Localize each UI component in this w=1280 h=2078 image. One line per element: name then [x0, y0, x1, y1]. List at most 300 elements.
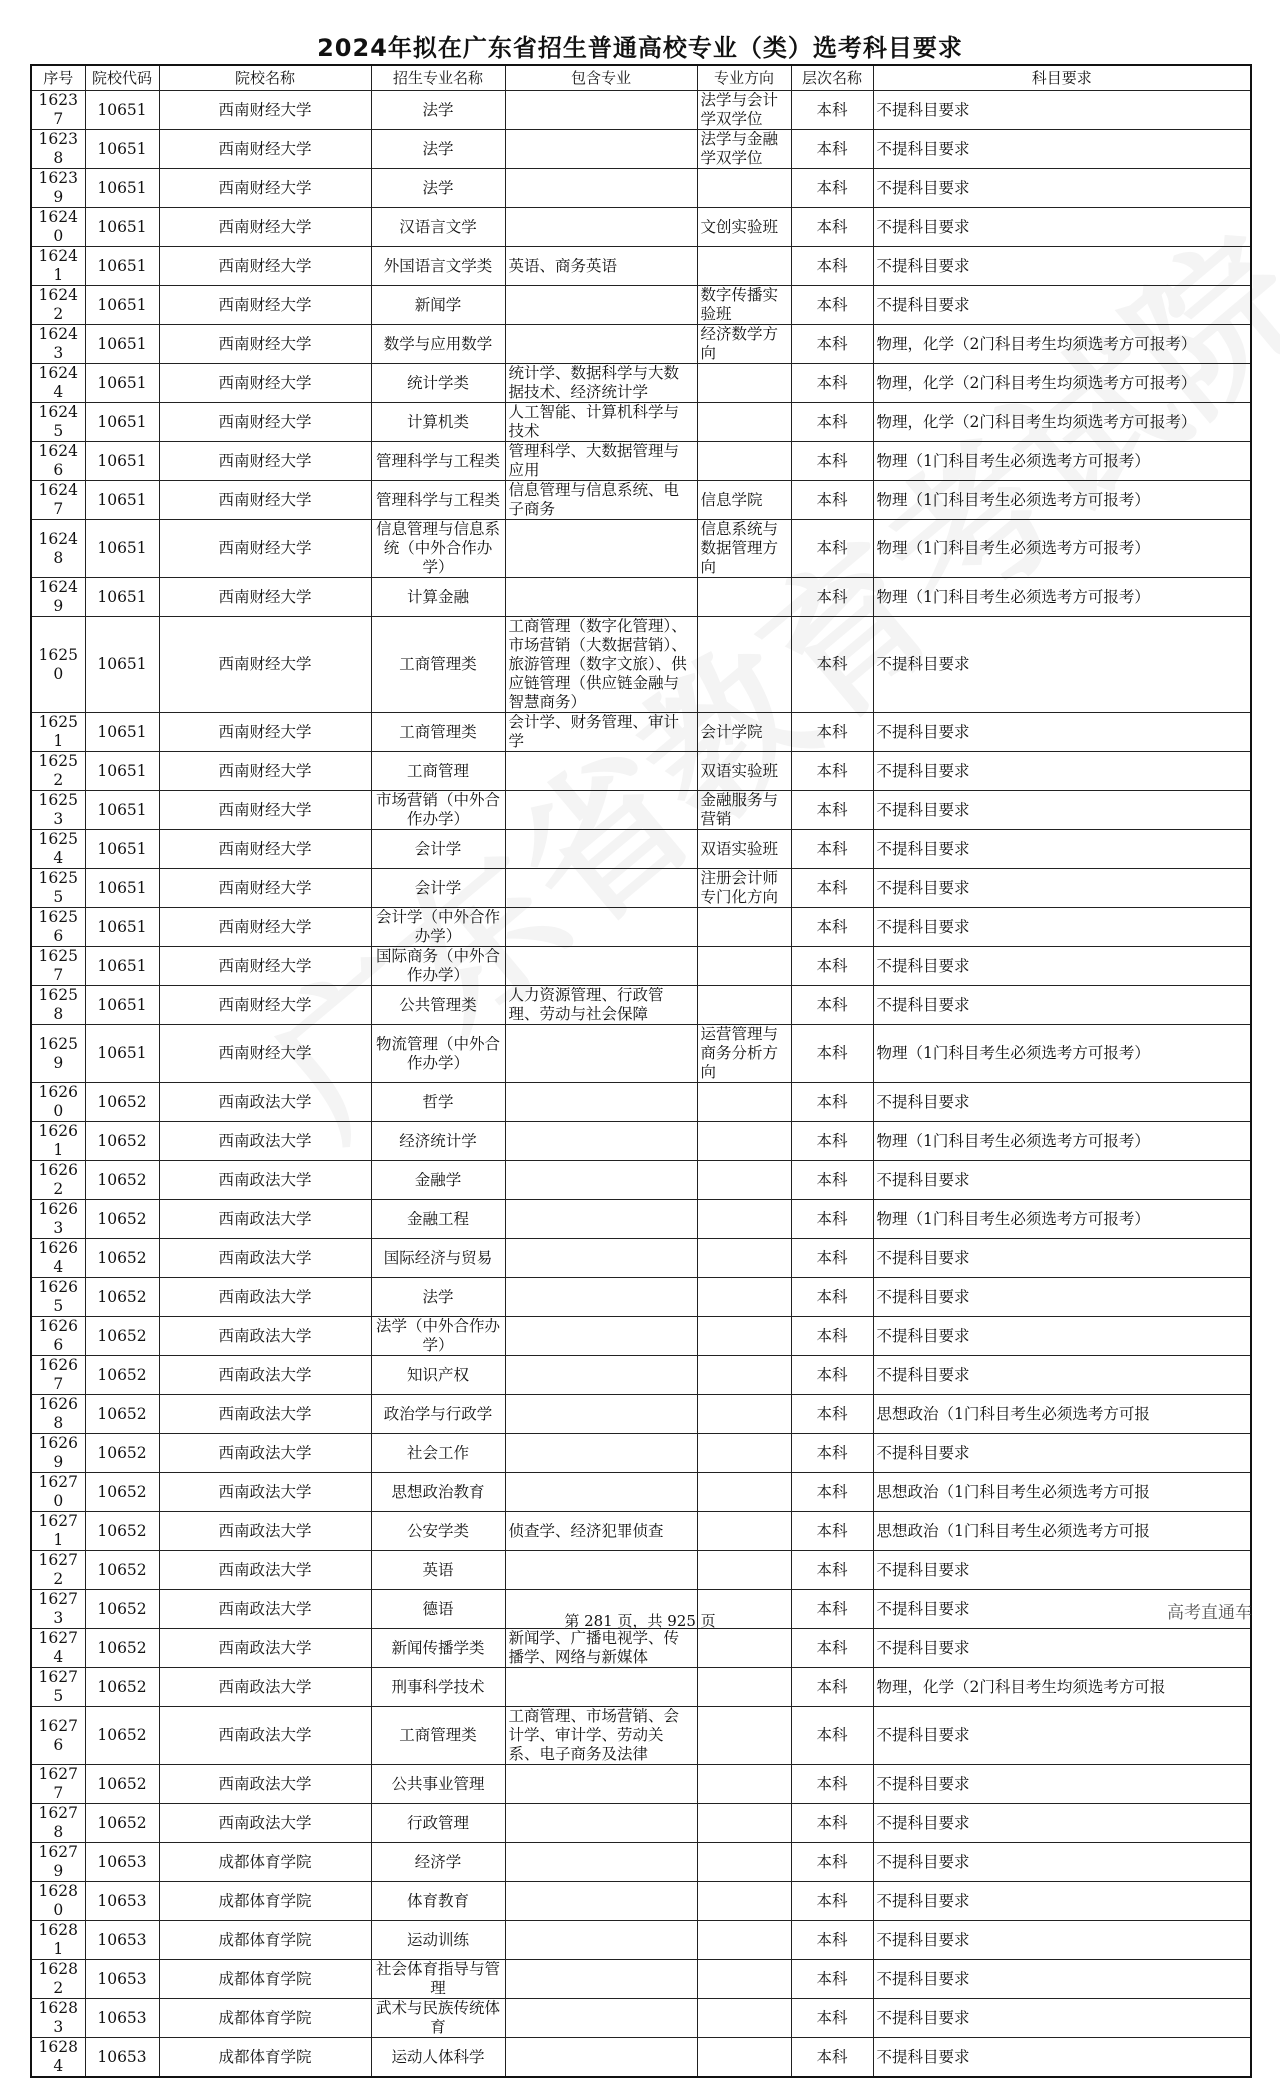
table-cell: 16281: [31, 1921, 85, 1960]
table-cell: 西南财经大学: [159, 869, 371, 908]
table-row: [31, 1200, 1251, 1239]
table-cell: 10651: [85, 403, 159, 442]
table-cell: 行政管理: [371, 1804, 505, 1843]
table-row: [31, 2038, 1251, 2078]
table-cell: [697, 2038, 791, 2078]
table-cell: 西南政法大学: [159, 1317, 371, 1356]
table-cell: 16253: [31, 791, 85, 830]
header-cell: 院校代码: [85, 65, 159, 91]
table-cell: 16251: [31, 713, 85, 752]
table-cell: [697, 1434, 791, 1473]
table-cell: 10651: [85, 752, 159, 791]
table-cell: 16266: [31, 1317, 85, 1356]
table-cell: 法学: [371, 91, 505, 130]
page-title: 2024年拟在广东省招生普通高校专业（类）选考科目要求: [317, 34, 963, 62]
table-cell: 西南政法大学: [159, 1473, 371, 1512]
table-cell: [505, 947, 697, 986]
table-cell: 本科: [791, 325, 873, 364]
table-cell: 外国语言文学类: [371, 247, 505, 286]
table-cell: 10651: [85, 364, 159, 403]
table-cell: 16250: [31, 617, 85, 713]
table-cell: 10653: [85, 1882, 159, 1921]
table-cell: [505, 752, 697, 791]
table-cell: 本科: [791, 1765, 873, 1804]
table-cell: 工商管理、市场营销、会计学、审计学、劳动关系、电子商务及法律: [505, 1707, 697, 1765]
table-cell: 本科: [791, 442, 873, 481]
table-cell: [505, 869, 697, 908]
table-row: [31, 869, 1251, 908]
table-cell: 西南财经大学: [159, 908, 371, 947]
table-row: [31, 908, 1251, 947]
table-cell: [697, 986, 791, 1025]
table-cell: 西南财经大学: [159, 208, 371, 247]
table-cell: 10651: [85, 986, 159, 1025]
table-cell: 10652: [85, 1395, 159, 1434]
table-cell: 西南财经大学: [159, 752, 371, 791]
table-cell: 16248: [31, 520, 85, 578]
table-cell: 成都体育学院: [159, 1999, 371, 2038]
table-cell: 不提科目要求: [873, 1278, 1251, 1317]
table-cell: 本科: [791, 403, 873, 442]
table-cell: 16277: [31, 1765, 85, 1804]
table-row: [31, 947, 1251, 986]
table-cell: 本科: [791, 130, 873, 169]
table-cell: 16243: [31, 325, 85, 364]
table-cell: 信息学院: [697, 481, 791, 520]
table-cell: 本科: [791, 91, 873, 130]
table-cell: 10651: [85, 908, 159, 947]
table-cell: 物理，化学（2门科目考生均须选考方可报: [873, 1668, 1251, 1707]
table-cell: 不提科目要求: [873, 1629, 1251, 1668]
table-cell: 10651: [85, 947, 159, 986]
header-cell: 院校名称: [159, 65, 371, 91]
table-cell: 16276: [31, 1707, 85, 1765]
table-cell: 西南政法大学: [159, 1765, 371, 1804]
table-cell: [697, 403, 791, 442]
table-row: [31, 1434, 1251, 1473]
table-cell: 10652: [85, 1629, 159, 1668]
table-cell: [697, 947, 791, 986]
table-cell: 成都体育学院: [159, 1882, 371, 1921]
table-cell: 不提科目要求: [873, 169, 1251, 208]
table-cell: 物理，化学（2门科目考生均须选考方可报考）: [873, 364, 1251, 403]
table-cell: 信息管理与信息系统（中外合作办学）: [371, 520, 505, 578]
table-cell: 16274: [31, 1629, 85, 1668]
table-cell: [505, 1278, 697, 1317]
table-cell: 本科: [791, 247, 873, 286]
table-cell: 16260: [31, 1083, 85, 1122]
table-cell: [697, 1161, 791, 1200]
table-cell: 西南财经大学: [159, 91, 371, 130]
table-cell: 10652: [85, 1707, 159, 1765]
table-cell: 16246: [31, 442, 85, 481]
table-cell: 不提科目要求: [873, 1707, 1251, 1765]
table-cell: 本科: [791, 752, 873, 791]
table-cell: 西南财经大学: [159, 520, 371, 578]
table-cell: 16275: [31, 1668, 85, 1707]
table-cell: 运动训练: [371, 1921, 505, 1960]
table-cell: 不提科目要求: [873, 713, 1251, 752]
table-cell: 10651: [85, 1025, 159, 1083]
table-cell: [697, 247, 791, 286]
table-row: [31, 1356, 1251, 1395]
table-cell: 不提科目要求: [873, 908, 1251, 947]
table-cell: [697, 1843, 791, 1882]
table-cell: 本科: [791, 791, 873, 830]
table-cell: 16261: [31, 1122, 85, 1161]
table-cell: [697, 1395, 791, 1434]
table-cell: 本科: [791, 869, 873, 908]
table-cell: 10651: [85, 325, 159, 364]
table-cell: 西南财经大学: [159, 578, 371, 617]
table-cell: 物理，化学（2门科目考生均须选考方可报考）: [873, 403, 1251, 442]
table-cell: 16256: [31, 908, 85, 947]
table-cell: 西南财经大学: [159, 830, 371, 869]
table-cell: 成都体育学院: [159, 1843, 371, 1882]
table-cell: 公安学类: [371, 1512, 505, 1551]
table-cell: 西南财经大学: [159, 791, 371, 830]
table-cell: 10652: [85, 1512, 159, 1551]
table-cell: [505, 1356, 697, 1395]
table-row: [31, 403, 1251, 442]
table-cell: 10653: [85, 2038, 159, 2078]
table-cell: [505, 1083, 697, 1122]
brand-logo-text: 高考直通车: [1167, 1603, 1252, 1623]
table-row: [31, 1921, 1251, 1960]
table-cell: 西南财经大学: [159, 169, 371, 208]
table-cell: [505, 208, 697, 247]
table-cell: 10653: [85, 1960, 159, 1999]
table-cell: 法学（中外合作办学）: [371, 1317, 505, 1356]
page-footer: 第 281 页，共 925 页: [564, 1612, 716, 1630]
table-cell: 金融服务与营销: [697, 791, 791, 830]
table-cell: 10651: [85, 130, 159, 169]
table-cell: 本科: [791, 986, 873, 1025]
table-cell: 德语: [371, 1590, 505, 1629]
table-cell: 本科: [791, 1083, 873, 1122]
table-cell: 工商管理（数字化管理）、市场营销（大数据营销）、旅游管理（数字文旅）、供应链管理（供应链金融与智慧商务）: [505, 617, 697, 713]
table-cell: 10651: [85, 481, 159, 520]
table-row: [31, 830, 1251, 869]
table-cell: 汉语言文学: [371, 208, 505, 247]
table-cell: 本科: [791, 1882, 873, 1921]
table-cell: 物理，化学（2门科目考生均须选考方可报考）: [873, 325, 1251, 364]
table-cell: 西南财经大学: [159, 1025, 371, 1083]
table-cell: 不提科目要求: [873, 617, 1251, 713]
table-cell: 经济学: [371, 1843, 505, 1882]
table-cell: 西南财经大学: [159, 986, 371, 1025]
table-cell: 法学: [371, 169, 505, 208]
table-cell: 16279: [31, 1843, 85, 1882]
table-row: [31, 325, 1251, 364]
table-cell: 本科: [791, 1161, 873, 1200]
table-row: [31, 1551, 1251, 1590]
table-cell: [697, 1960, 791, 1999]
table-cell: [505, 1434, 697, 1473]
table-cell: 16265: [31, 1278, 85, 1317]
table-cell: [505, 1317, 697, 1356]
table-cell: 社会工作: [371, 1434, 505, 1473]
table-cell: [505, 1999, 697, 2038]
table-cell: 成都体育学院: [159, 1921, 371, 1960]
table-cell: [697, 169, 791, 208]
table-row: [31, 91, 1251, 130]
table-cell: 市场营销（中外合作办学）: [371, 791, 505, 830]
table-cell: 本科: [791, 1921, 873, 1960]
table-cell: 不提科目要求: [873, 1317, 1251, 1356]
table-cell: 人工智能、计算机科学与技术: [505, 403, 697, 442]
table-cell: 西南政法大学: [159, 1161, 371, 1200]
table-cell: 西南财经大学: [159, 247, 371, 286]
table-cell: 不提科目要求: [873, 791, 1251, 830]
table-cell: 本科: [791, 617, 873, 713]
table-cell: 会计学、财务管理、审计学: [505, 713, 697, 752]
table-row: [31, 1999, 1251, 2038]
table-cell: 侦查学、经济犯罪侦查: [505, 1512, 697, 1551]
table-cell: 不提科目要求: [873, 1882, 1251, 1921]
table-cell: 不提科目要求: [873, 830, 1251, 869]
table-row: [31, 986, 1251, 1025]
table-cell: 16245: [31, 403, 85, 442]
table-cell: 16244: [31, 364, 85, 403]
table-cell: 西南政法大学: [159, 1200, 371, 1239]
table-cell: 本科: [791, 1122, 873, 1161]
table-cell: 成都体育学院: [159, 2038, 371, 2078]
table-cell: 10651: [85, 869, 159, 908]
table-cell: 10652: [85, 1356, 159, 1395]
table-cell: 西南财经大学: [159, 481, 371, 520]
table-cell: 16257: [31, 947, 85, 986]
table-cell: [505, 1960, 697, 1999]
table-cell: 本科: [791, 1473, 873, 1512]
table-cell: 10651: [85, 247, 159, 286]
table-cell: [697, 1512, 791, 1551]
table-cell: 法学与会计学双学位: [697, 91, 791, 130]
table-cell: 公共管理类: [371, 986, 505, 1025]
table-body: [31, 91, 1251, 2078]
table-cell: 西南政法大学: [159, 1668, 371, 1707]
table-row: [31, 1083, 1251, 1122]
table-cell: 本科: [791, 713, 873, 752]
table-cell: 工商管理: [371, 752, 505, 791]
table-cell: 16258: [31, 986, 85, 1025]
table-cell: 物流管理（中外合作办学）: [371, 1025, 505, 1083]
table-cell: 运动人体科学: [371, 2038, 505, 2078]
table-cell: 10653: [85, 1921, 159, 1960]
table-cell: 不提科目要求: [873, 208, 1251, 247]
table-cell: 不提科目要求: [873, 1083, 1251, 1122]
table-cell: 10651: [85, 830, 159, 869]
table-cell: 16255: [31, 869, 85, 908]
table-cell: 本科: [791, 1239, 873, 1278]
table-cell: 不提科目要求: [873, 752, 1251, 791]
table-cell: 不提科目要求: [873, 1999, 1251, 2038]
table-row: [31, 1025, 1251, 1083]
table-cell: 10652: [85, 1122, 159, 1161]
table-cell: [697, 1239, 791, 1278]
table-cell: 思想政治（1门科目考生必须选考方可报: [873, 1473, 1251, 1512]
table-cell: 西南政法大学: [159, 1278, 371, 1317]
table-cell: 本科: [791, 208, 873, 247]
table-cell: 本科: [791, 578, 873, 617]
table-cell: 西南政法大学: [159, 1590, 371, 1629]
table-cell: 西南财经大学: [159, 286, 371, 325]
table-cell: 本科: [791, 364, 873, 403]
table-cell: [505, 520, 697, 578]
table-cell: 16262: [31, 1161, 85, 1200]
table-cell: 新闻传播学类: [371, 1629, 505, 1668]
header-cell: 层次名称: [791, 65, 873, 91]
table-row: [31, 713, 1251, 752]
table-cell: 10652: [85, 1083, 159, 1122]
table-cell: 思想政治（1门科目考生必须选考方可报: [873, 1512, 1251, 1551]
table-cell: 西南财经大学: [159, 325, 371, 364]
table-cell: 不提科目要求: [873, 286, 1251, 325]
table-cell: 金融学: [371, 1161, 505, 1200]
table-cell: [505, 1239, 697, 1278]
table-cell: 不提科目要求: [873, 869, 1251, 908]
table-cell: [697, 578, 791, 617]
table-cell: 10652: [85, 1765, 159, 1804]
table-cell: [697, 1999, 791, 2038]
table-cell: [697, 1707, 791, 1765]
table-cell: 体育教育: [371, 1882, 505, 1921]
table-cell: 本科: [791, 830, 873, 869]
table-cell: [505, 169, 697, 208]
table-cell: 武术与民族传统体育: [371, 1999, 505, 2038]
table-cell: 本科: [791, 520, 873, 578]
table-cell: 16239: [31, 169, 85, 208]
table-cell: 物理（1门科目考生必须选考方可报考）: [873, 520, 1251, 578]
table-cell: 管理科学与工程类: [371, 442, 505, 481]
table-cell: 金融工程: [371, 1200, 505, 1239]
table-row: [31, 752, 1251, 791]
table-row: [31, 1668, 1251, 1707]
table-row: [31, 1960, 1251, 1999]
table-row: [31, 1278, 1251, 1317]
table-cell: 计算金融: [371, 578, 505, 617]
table-cell: [697, 1473, 791, 1512]
table-cell: 数学与应用数学: [371, 325, 505, 364]
table-cell: 16270: [31, 1473, 85, 1512]
table-cell: 不提科目要求: [873, 1765, 1251, 1804]
table-cell: 本科: [791, 908, 873, 947]
table-cell: 10652: [85, 1551, 159, 1590]
table-cell: 西南财经大学: [159, 442, 371, 481]
table-cell: 本科: [791, 1999, 873, 2038]
table-cell: 新闻学、广播电视学、传播学、网络与新媒体: [505, 1629, 697, 1668]
table-cell: 不提科目要求: [873, 91, 1251, 130]
table-cell: 物理（1门科目考生必须选考方可报考）: [873, 1025, 1251, 1083]
table-cell: 文创实验班: [697, 208, 791, 247]
table-cell: [697, 1668, 791, 1707]
table-cell: [505, 1200, 697, 1239]
table-cell: 本科: [791, 1317, 873, 1356]
table-cell: 10651: [85, 286, 159, 325]
table-cell: 西南政法大学: [159, 1707, 371, 1765]
table-cell: 16268: [31, 1395, 85, 1434]
table-cell: 16280: [31, 1882, 85, 1921]
table-cell: 不提科目要求: [873, 1921, 1251, 1960]
header-cell: 科目要求: [873, 65, 1251, 91]
table-cell: 物理（1门科目考生必须选考方可报考）: [873, 1200, 1251, 1239]
table-cell: 知识产权: [371, 1356, 505, 1395]
table-cell: [697, 1278, 791, 1317]
table-cell: 英语、商务英语: [505, 247, 697, 286]
table-cell: 管理科学与工程类: [371, 481, 505, 520]
table-cell: 社会体育指导与管理: [371, 1960, 505, 1999]
table-cell: 数字传播实验班: [697, 286, 791, 325]
table-row: [31, 520, 1251, 578]
table-cell: 10651: [85, 208, 159, 247]
table-cell: [505, 791, 697, 830]
table-cell: 不提科目要求: [873, 1843, 1251, 1882]
table-cell: 16269: [31, 1434, 85, 1473]
subject-requirements-table: [30, 64, 1252, 2078]
table-cell: 16267: [31, 1356, 85, 1395]
table-cell: 双语实验班: [697, 830, 791, 869]
header-cell: 序号: [31, 65, 85, 91]
table-cell: [697, 1551, 791, 1590]
table-cell: [697, 1629, 791, 1668]
table-cell: 10652: [85, 1590, 159, 1629]
table-cell: 10652: [85, 1668, 159, 1707]
table-cell: 不提科目要求: [873, 1590, 1251, 1629]
table-cell: 统计学类: [371, 364, 505, 403]
table-cell: [505, 2038, 697, 2078]
table-cell: 本科: [791, 1512, 873, 1551]
table-cell: 16272: [31, 1551, 85, 1590]
table-row: [31, 130, 1251, 169]
table-cell: 刑事科学技术: [371, 1668, 505, 1707]
table-cell: 不提科目要求: [873, 2038, 1251, 2078]
table-cell: 本科: [791, 1590, 873, 1629]
table-cell: 法学与金融学双学位: [697, 130, 791, 169]
table-cell: 信息系统与数据管理方向: [697, 520, 791, 578]
table-row: [31, 1512, 1251, 1551]
table-cell: 10651: [85, 791, 159, 830]
table-cell: 10651: [85, 713, 159, 752]
table-cell: 10652: [85, 1200, 159, 1239]
table-cell: 西南政法大学: [159, 1122, 371, 1161]
table-row: [31, 208, 1251, 247]
table-cell: 16271: [31, 1512, 85, 1551]
table-cell: [505, 325, 697, 364]
table-cell: 双语实验班: [697, 752, 791, 791]
table-cell: [505, 1551, 697, 1590]
table-cell: 16241: [31, 247, 85, 286]
table-cell: 物理（1门科目考生必须选考方可报考）: [873, 1122, 1251, 1161]
table-cell: 政治学与行政学: [371, 1395, 505, 1434]
table-cell: 西南政法大学: [159, 1395, 371, 1434]
table-cell: [697, 617, 791, 713]
table-cell: 会计学院: [697, 713, 791, 752]
table-cell: 16237: [31, 91, 85, 130]
table-cell: 本科: [791, 1025, 873, 1083]
table-cell: 10653: [85, 1999, 159, 2038]
table-cell: 本科: [791, 1960, 873, 1999]
table-cell: 西南政法大学: [159, 1239, 371, 1278]
table-row: [31, 364, 1251, 403]
table-cell: 10652: [85, 1161, 159, 1200]
table-cell: 西南政法大学: [159, 1629, 371, 1668]
table-cell: 本科: [791, 1356, 873, 1395]
table-cell: 16259: [31, 1025, 85, 1083]
table-cell: [697, 1356, 791, 1395]
table-cell: [697, 1804, 791, 1843]
table-cell: [505, 1765, 697, 1804]
table-cell: 工商管理类: [371, 1707, 505, 1765]
